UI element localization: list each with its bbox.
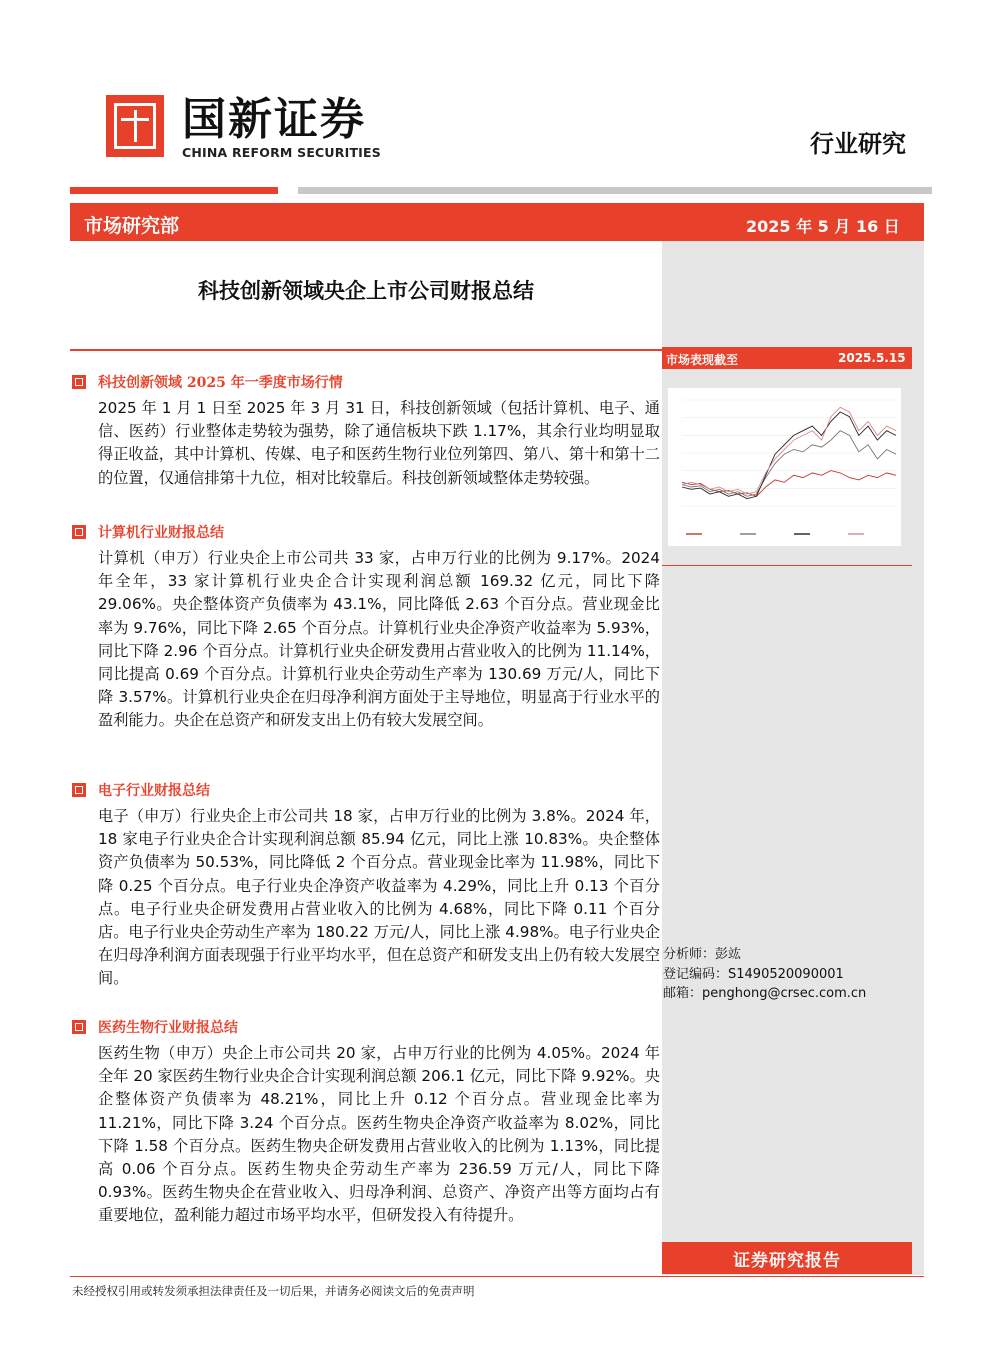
reg-label: 登记编码： <box>663 966 729 982</box>
section-icon <box>72 783 86 797</box>
section-icon <box>72 375 86 389</box>
header-rule-gray <box>298 187 932 194</box>
section-heading: 电子行业财报总结 <box>98 783 210 799</box>
brand-logo-mark <box>106 95 164 157</box>
page-title: 科技创新领域央企上市公司财报总结 <box>198 278 534 303</box>
section-heading: 计算机行业财报总结 <box>98 525 224 541</box>
section-body: 电子（申万）行业央企上市公司共 18 家，占申万行业的比例为 3.8%。2024 年，18 家电子行业央企合计实现利润总额 85.94 亿元，同比上涨 10.83%。央企整体资产负债率为 50.53%，同比降低 2 个百分点。营业现金比率为 11.98%，同比下降 0.25 个百分点。电子行业央企净资产收益率为 4.29%，同比上升 0.13 个百分点。电子行业央企研发费用占营业收入的比例为 4.68%，同比下降 0.11 个百分店。电子行业央企劳动生产率为 180.22 万元/人，同比上涨 4.98%。电子行业央企在归母净利润方面表现强于行业平均水平，但在总资产和研发支出上仍有较大发展空间。 <box>98 807 660 988</box>
email-label: 邮箱： <box>663 986 703 1001</box>
reg-row <box>663 965 866 985</box>
department-label: 市场研究部 <box>84 215 180 237</box>
brand-name-en: CHINA REFORM SECURITIES <box>182 145 381 160</box>
analyst-label: 分析师： <box>663 947 716 962</box>
email-link[interactable]: penghong@crsec.com.cn <box>702 986 867 1001</box>
analyst-row <box>663 945 866 965</box>
title-rule <box>70 349 662 351</box>
header-rule-red <box>70 187 278 194</box>
report-type: 行业研究 <box>810 129 906 158</box>
analyst-info <box>663 945 866 1004</box>
footer-rule <box>70 1276 924 1277</box>
section-icon <box>72 1020 86 1034</box>
chart-svg <box>668 388 901 546</box>
email-row <box>663 984 866 1004</box>
brand-name-cn: 国新证券 <box>182 94 366 145</box>
section-body: 医药生物（申万）央企上市公司共 20 家，占申万行业的比例为 4.05%。2024 年全年 20 家医药生物行业央企合计实现利润总额 206.1 亿元，同比下降 9.92%。央企整体资产负债率为 48.21%，同比上升 0.12 个百分点。营业现金比率为 11.21%，同比下降 3.24 个百分点。医药生物央企净资产收益率为 8.02%，同比下降 1.58 个百分点。医药生物央企研发费用占营业收入的比例为 1.13%，同比提高 0.06 个百分点。医药生物央企劳动生产率为 236.59 万元/人，同比下降 0.93%。医药生物央企在营业收入、归母净利润、总资产、净资产出等方面均占有重要地位，盈利能力超过市场平均水平，但研发投入有待提升。 <box>98 1044 660 1225</box>
section-heading: 科技创新领域 2025 年一季度市场行情 <box>98 375 343 391</box>
market-performance-title: 市场表现截至 <box>666 353 739 367</box>
chart-rule <box>662 565 912 566</box>
report-date: 2025 年 5 月 16 日 <box>746 217 900 236</box>
section-heading: 医药生物行业财报总结 <box>98 1020 238 1036</box>
analyst-name: 彭竑 <box>715 947 742 962</box>
market-performance-date: 2025.5.15 <box>838 351 906 365</box>
chart-series-line <box>682 407 896 494</box>
report-tag: 证券研究报告 <box>733 1251 841 1271</box>
section-body: 计算机（申万）行业央企上市公司共 33 家，占申万行业的比例为 9.17%。2024 年全年，33 家计算机行业央企合计实现利润总额 169.32 亿元，同比下降 29.06%。央企整体资产负债率为 43.1%，同比降低 2.63 个百分点。营业现金比率为 9.76%，同比下降 2.65 个百分点。计算机行业央企净资产收益率为 5.93%，同比下降 2.96 个百分点。计算机行业央企研发费用占营业收入的比例为 11.14%，同比提高 0.69 个百分点。计算机行业央企劳动生产率为 130.69 万元/人，同比下降 3.57%。计算机行业央企在归母净利润方面处于主导地位，明显高于行业水平的盈利能力。央企在总资产和研发支出上仍有较大发展空间。 <box>98 549 660 730</box>
disclaimer: 未经授权引用或转发须承担法律责任及一切后果，并请务必阅读文后的免责声明 <box>72 1284 475 1298</box>
section-body: 2025 年 1 月 1 日至 2025 年 3 月 31 日，科技创新领域（包括计算机、电子、通信、医药）行业整体走势较为强势，除了通信板块下跌 1.17%，其余行业均明显取得正收益，其中计算机、传媒、电子和医药生物行业位列第四、第八、第十和第十二的位置，仅通信排第十九位，相对比较靠后。科技创新领域整体走势较强。 <box>98 399 660 487</box>
chart-series-line <box>682 471 896 497</box>
section-icon <box>72 525 86 539</box>
reg-code: S1490520090001 <box>728 966 844 982</box>
market-performance-chart <box>668 388 901 546</box>
